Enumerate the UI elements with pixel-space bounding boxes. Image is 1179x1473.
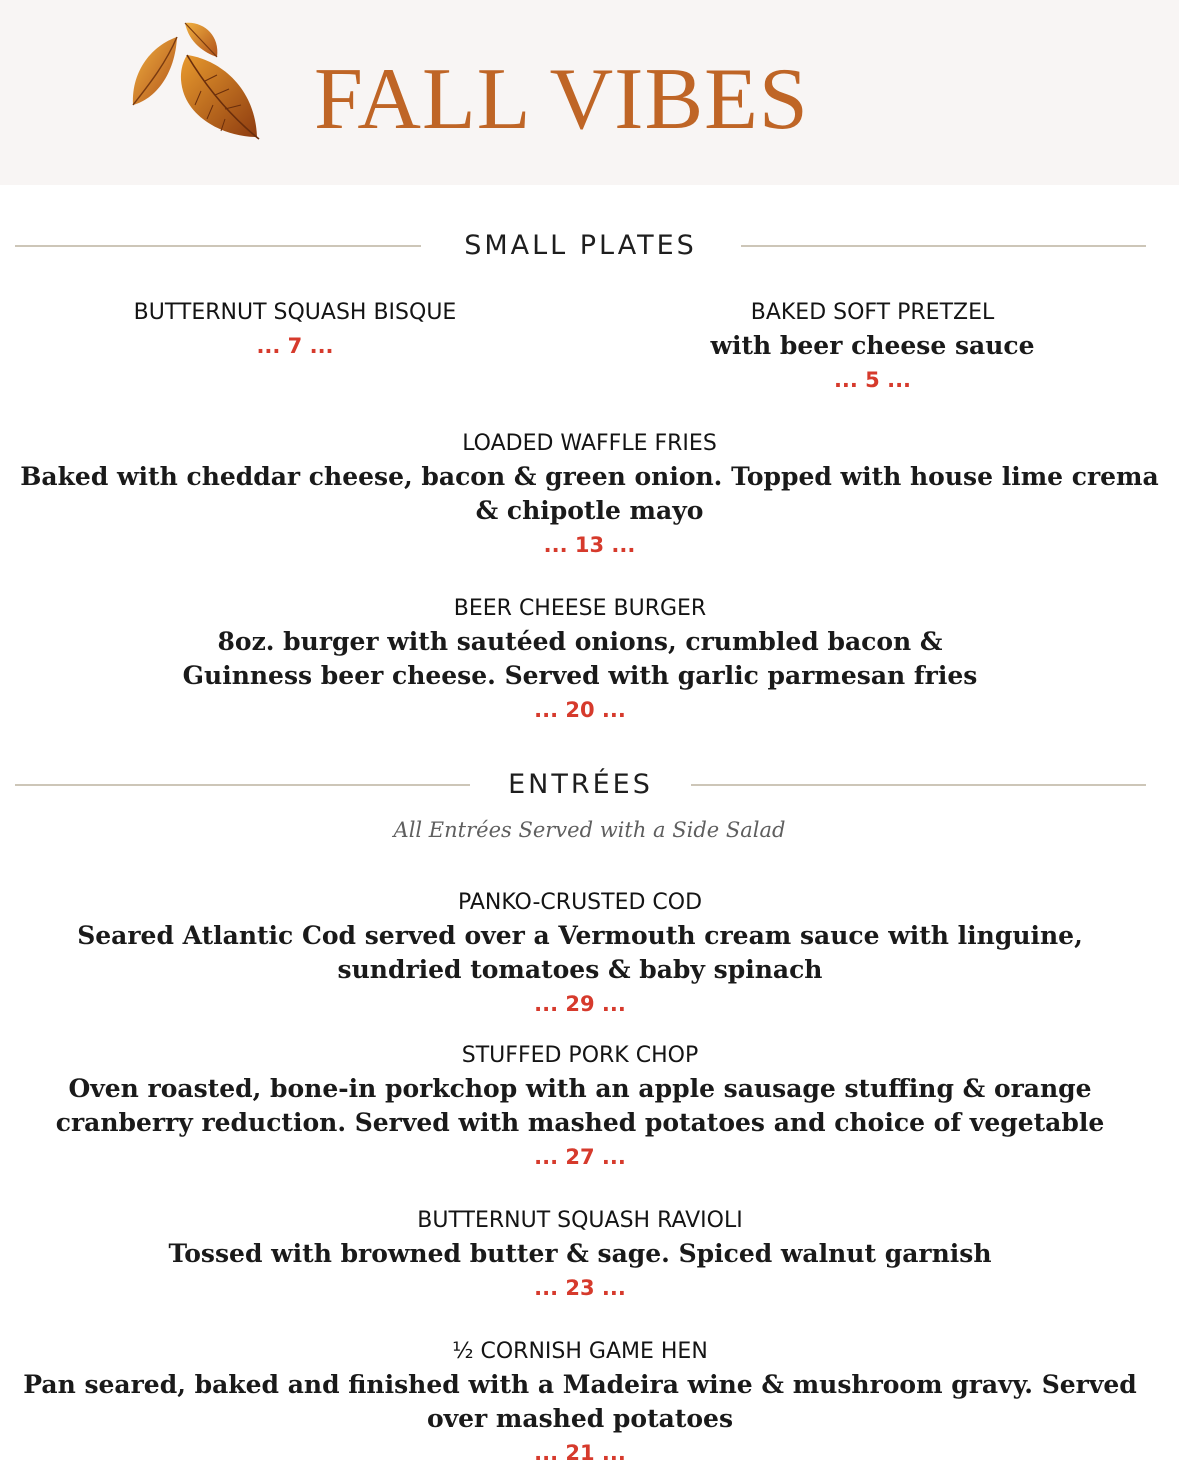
item-description: Oven roasted, bone-in porkchop with an apple sausage stuffing & orange cranberry reduction. Served with mashed potatoes and choice of vegetable xyxy=(55,1074,1105,1137)
menu-item xyxy=(0,887,1160,1021)
small-plates-label: SMALL PLATES xyxy=(464,230,697,261)
menu-item xyxy=(620,297,1125,397)
autumn-leaves-icon xyxy=(125,15,265,145)
item-price: ... 27 ... xyxy=(534,1145,626,1169)
item-price: ... 21 ... xyxy=(534,1441,626,1465)
item-name: BUTTERNUT SQUASH BISQUE xyxy=(133,300,457,325)
menu-item xyxy=(0,593,1160,727)
item-price: ... 5 ... xyxy=(833,368,912,392)
menu-header xyxy=(0,0,1179,185)
item-price: ... 29 ... xyxy=(534,992,626,1016)
item-name: ½ CORNISH GAME HEN xyxy=(452,1339,708,1364)
item-name: STUFFED PORK CHOP xyxy=(461,1043,699,1068)
item-description: Pan seared, baked and finished with a Madeira wine & mushroom gravy. Served over mashed potatoes xyxy=(23,1370,1137,1433)
item-name: BUTTERNUT SQUASH RAVIOLI xyxy=(417,1208,743,1233)
item-price: ... 13 ... xyxy=(543,533,636,557)
entrees-label: ENTRÉES xyxy=(508,769,653,800)
menu-title: FALL VIBES xyxy=(314,51,809,148)
item-description: with beer cheese sauce xyxy=(710,331,1035,360)
item-name: BEER CHEESE BURGER xyxy=(453,596,707,621)
item-description: 8oz. burger with sautéed onions, crumbled bacon & Guinness beer cheese. Served with garlic parmesan fries xyxy=(182,627,978,690)
menu-item xyxy=(40,297,550,363)
entrees-heading xyxy=(15,765,1146,805)
menu-item xyxy=(0,1336,1160,1470)
item-name: LOADED WAFFLE FRIES xyxy=(462,431,717,456)
small-plates-heading xyxy=(15,226,1146,266)
menu-item xyxy=(0,428,1179,562)
item-name: BAKED SOFT PRETZEL xyxy=(750,300,995,325)
entrees-note: All Entrées Served with a Side Salad xyxy=(393,818,786,842)
item-description: Tossed with browned butter & sage. Spiced walnut garnish xyxy=(168,1239,992,1268)
menu-item xyxy=(0,1040,1160,1174)
item-price: ... 23 ... xyxy=(534,1276,626,1300)
item-price: ... 20 ... xyxy=(534,698,626,722)
item-description: Seared Atlantic Cod served over a Vermouth cream sauce with linguine, sundried tomatoes & baby spinach xyxy=(77,921,1083,984)
item-price: ... 7 ... xyxy=(256,334,334,358)
menu-item xyxy=(0,1205,1160,1305)
item-description: Baked with cheddar cheese, bacon & green onion. Topped with house lime crema & chipotle mayo xyxy=(20,462,1159,525)
item-name: PANKO-CRUSTED COD xyxy=(457,890,703,915)
